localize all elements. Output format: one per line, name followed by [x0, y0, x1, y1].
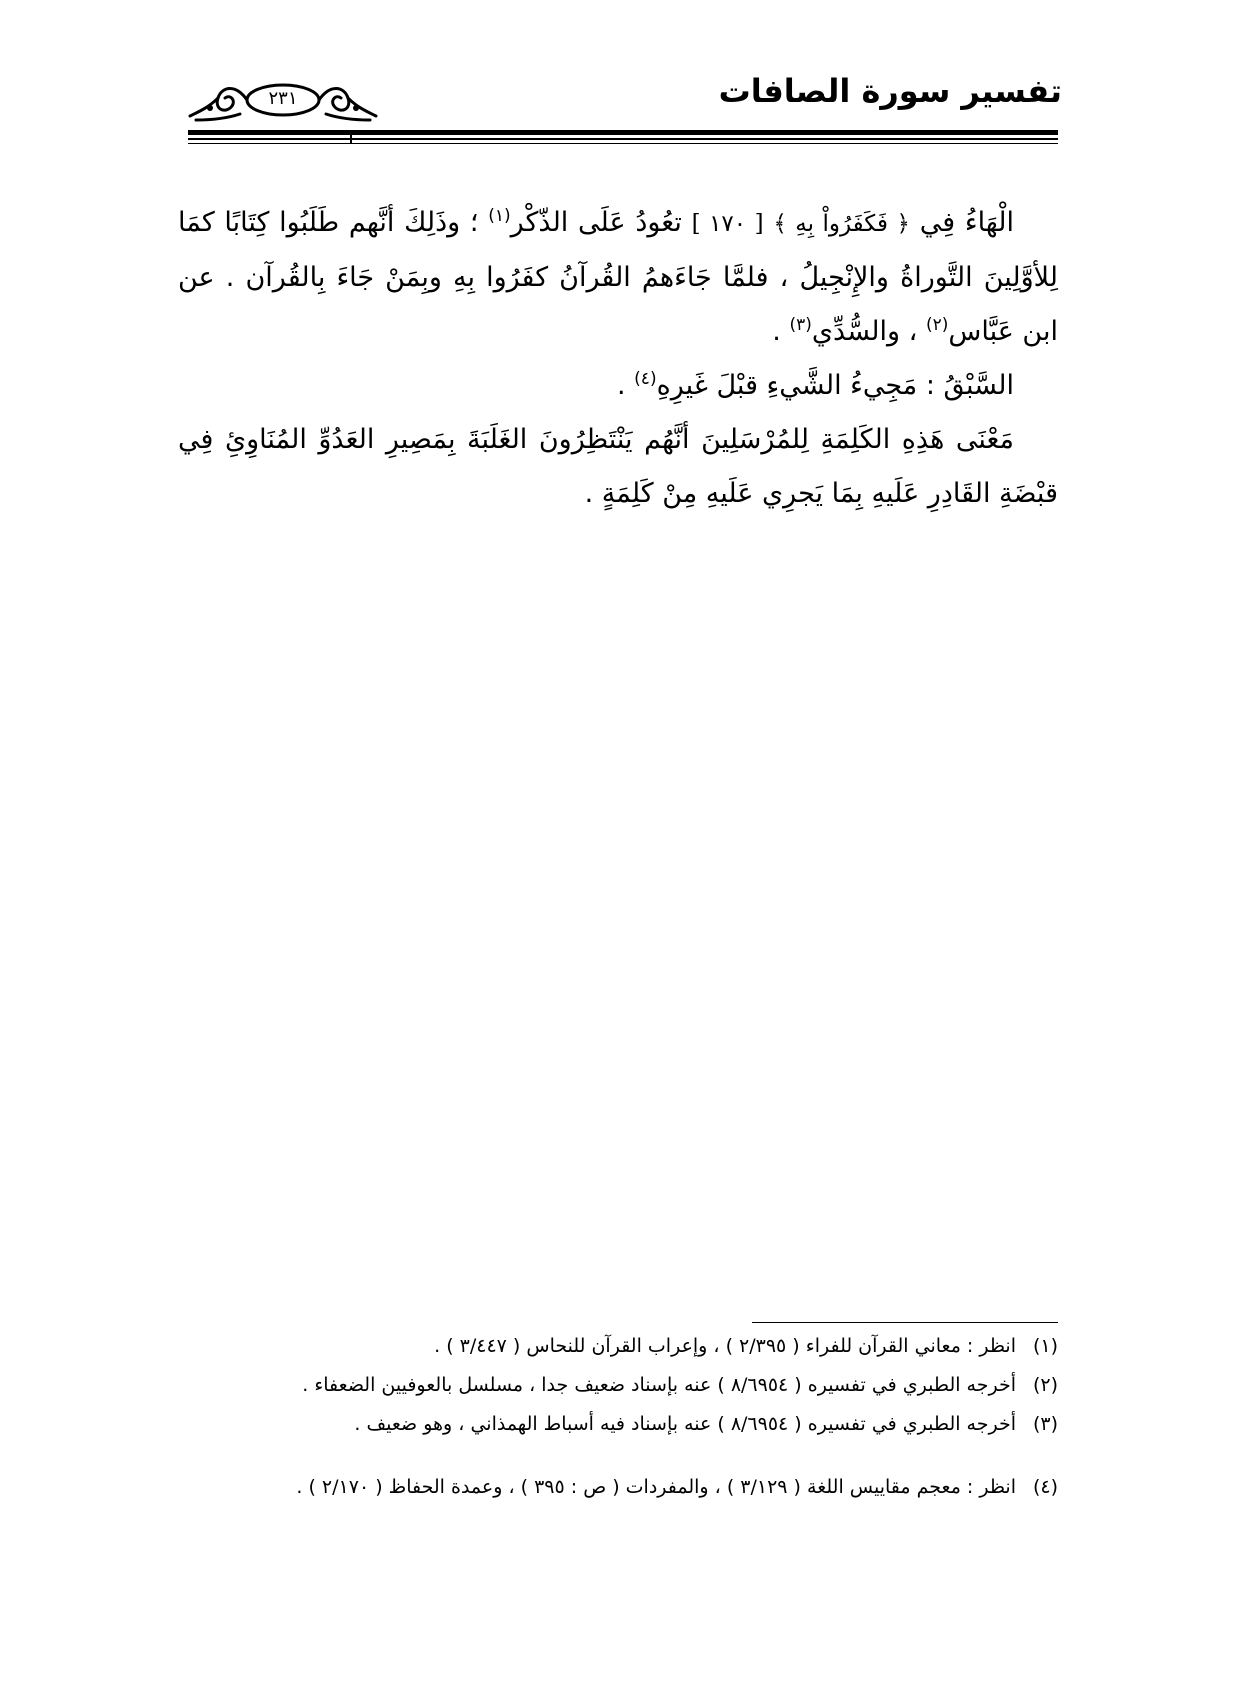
running-header-title: تفسير سورة الصافات — [718, 72, 1062, 110]
header-rule-divider — [350, 130, 352, 144]
footnote-ref-4[interactable]: (٤) — [634, 369, 657, 389]
footnotes — [178, 1330, 1058, 1510]
text-segment: الْهَاءُ فِي — [919, 207, 1014, 238]
footnote-text: انظر : معاني القرآن للفراء ( ٢/٣٩٥ ) ، وإعراب القرآن للنحاس ( ٣/٤٤٧ ) . — [434, 1335, 1016, 1357]
quran-verse: ﴿ فَكَفَرُواْ بِهِ ﴾ — [773, 211, 910, 237]
footnote-separator — [752, 1322, 1058, 1323]
footnote-number: (١) — [1032, 1335, 1058, 1357]
paragraph-3: مَعْنَى هَذِهِ الكَلِمَةِ لِلمُرْسَلِينَ أنَّهُم يَنْتَظِرُونَ الغَلَبَةَ بِمَصِيرِ العَدُوِّ المُنَاوِئِ فِي قبْضَةِ القَادِرِ عَلَيهِ بِمَا يَجرِي عَلَيهِ مِنْ كَلِمَةٍ . — [178, 424, 1058, 509]
text-segment: . — [616, 370, 626, 401]
footnote-text: أخرجه الطبري في تفسيره ( ٨/٦٩٥٤ ) عنه بإسناد ضعيف جدا ، مسلسل بالعوفيين الضعفاء . — [302, 1374, 1016, 1396]
footnote-ref-1[interactable]: (١) — [488, 206, 511, 226]
footnote-4 — [178, 1471, 1058, 1504]
footnote-ref-3[interactable]: (٣) — [789, 315, 812, 335]
footnote-text: أخرجه الطبري في تفسيره ( ٨/٦٩٥٤ ) عنه بإسناد فيه أسباط الهمذاني ، وهو ضعيف . — [354, 1413, 1016, 1435]
page-number: ٢٣١ — [268, 88, 298, 109]
header-rule-hairline — [188, 143, 1058, 144]
footnote-2 — [178, 1369, 1058, 1402]
header-rule-thick — [188, 130, 1058, 135]
text-segment: ، والسُّدِّي — [811, 316, 918, 347]
paragraph-2 — [178, 359, 1058, 413]
verse-reference: [ ١٧٠ ] — [691, 211, 764, 237]
text-segment: السَّبْقُ : مَجِيءُ الشَّيءِ قبْلَ غَيرِهِ — [656, 370, 1014, 401]
footnote-ref-2[interactable]: (٢) — [925, 315, 949, 335]
text-segment: . — [772, 316, 781, 347]
paragraph-1 — [178, 196, 1058, 359]
footnote-3 — [178, 1408, 1058, 1441]
footnote-1 — [178, 1330, 1058, 1363]
footnote-number: (٤) — [1032, 1476, 1058, 1498]
footnote-number: (٢) — [1032, 1374, 1058, 1396]
text-segment: تعُودُ عَلَى الذّكْر — [510, 207, 682, 238]
footnote-number: (٣) — [1032, 1413, 1058, 1435]
main-text — [178, 196, 1058, 521]
footnote-text: انظر : معجم مقاييس اللغة ( ٣/١٢٩ ) ، والمفردات ( ص : ٣٩٥ ) ، وعمدة الحفاظ ( ٢/١٧٠ ) . — [296, 1476, 1016, 1498]
header-rule-thin — [188, 138, 1058, 140]
text-segment: ؛ وذَلِكَ أنَّهم طَلَبُوا كِتَابًا كمَا لِلأوَّلِينَ التَّوراةُ والإِنْجِيلُ ، فلمَّا جَاءَهمُ القُرآنُ كفَرُوا بِهِ وبِمَنْ جَاءَ بِالقُرآن . عن ابن عَبَّاس — [178, 207, 1058, 347]
